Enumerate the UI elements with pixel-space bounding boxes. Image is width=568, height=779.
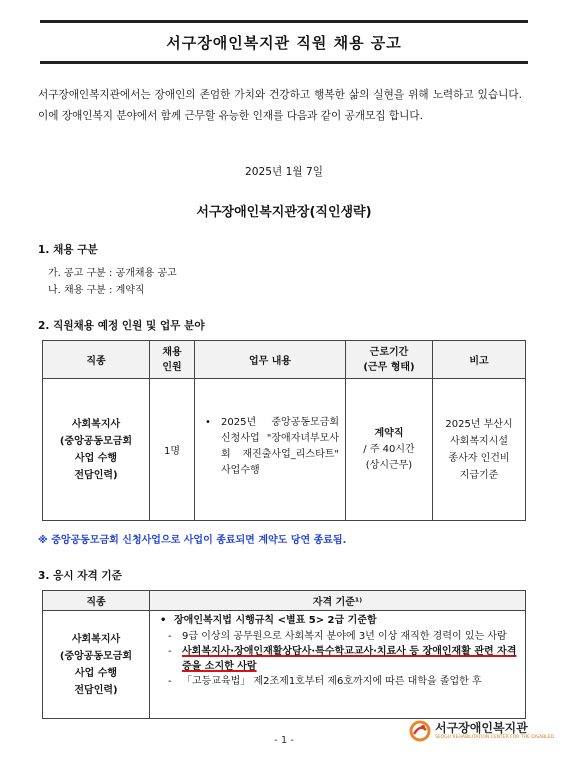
header-qualification: 자격 기준¹⁾ (150, 591, 526, 611)
page-title-box (40, 20, 528, 64)
list-item: - 사회복지사·장애인재활상담사·특수학교교사·치료사 등 장애인재활 관련 자격증을 소지한 사람 (168, 646, 517, 672)
cell-note: 2025년 부산시 사회복지시설 종사자 인건비 지급기준 (433, 379, 526, 521)
header-period: 근로기간 (근무 형태) (346, 341, 433, 379)
logo-mark-icon (409, 720, 431, 742)
cell-duty: • 2025년 중앙공동모금회 신청사업 "장애자녀부모사회 재진출사업_리스타트" 사업수행 (195, 379, 346, 521)
section2-heading: 2. 직원채용 예정 인원 및 업무 분야 (38, 320, 205, 332)
announcement-date: 2025년 1월 7일 (245, 166, 323, 178)
bullet-icon: • (205, 417, 211, 428)
contract-notice: ※ 중앙공동모금회 신청사업으로 사업이 종료되면 계약도 당연 종료됨. (38, 535, 347, 546)
section3-heading: 3. 응시 자격 기준 (38, 570, 122, 582)
table-row (43, 611, 526, 719)
page-title: 서구장애인복지관 직원 채용 공고 (166, 33, 402, 52)
header-note: 비고 (433, 341, 526, 379)
table-header-row (43, 591, 526, 611)
header-count: 채용 인원 (150, 341, 195, 379)
header-job: 직종 (43, 591, 150, 611)
table-row (43, 379, 526, 521)
cell-count: 1명 (150, 379, 195, 521)
logo-subtitle: SEOGU REHABILITATION CENTER FOR THE DISABLED (435, 734, 554, 740)
list-item: - 「고등교육법」 제2조제1호부터 제6호까지에 따른 대학을 졸업한 후 (168, 676, 482, 687)
section1-item: 가. 공고 구분 : 공개채용 공고 (48, 268, 177, 279)
cell-job: 사회복지사 (중앙공동모금회 사업 수행 전담인력) (43, 611, 150, 719)
recruitment-table (42, 340, 526, 521)
intro-paragraph: 서구장애인복지관에서는 장애인의 존엄한 가치와 건강하고 행복한 삶의 실현을 위해 노력하고 있습니다. 이에 장애인복지 분야에서 함께 근무할 유능한 인재를 다음과 같이 공개모집 합니다. (38, 89, 522, 122)
header-job: 직종 (43, 341, 150, 379)
header-duty: 업무 내용 (195, 341, 346, 379)
table-header-row (43, 341, 526, 379)
organization-signature: 서구장애인복지관장(직인생략) (196, 205, 372, 220)
law-title-row: • 장애인복지법 시행규칙 <별표 5> 2급 기준함 (154, 613, 517, 629)
organization-logo (409, 720, 554, 742)
cell-job: 사회복지사 (중앙공동모금회 사업 수행 전담인력) (43, 379, 150, 521)
section1-item: 나. 채용 구분 : 계약직 (48, 285, 145, 296)
qualification-table (42, 590, 526, 719)
cell-qualification (150, 611, 526, 719)
logo-name: 서구장애인복지관 (435, 720, 528, 735)
bullet-icon: • (160, 615, 167, 626)
cell-period: 계약직 / 주 40시간 (상시근무) (346, 379, 433, 521)
page-number: - 1 - (274, 735, 294, 746)
section1-heading: 1. 채용 구분 (38, 244, 98, 256)
list-item: - 9급 이상의 공무원으로 사회복지 분야에 3년 이상 재직한 경력이 있는 사람 (168, 631, 507, 642)
